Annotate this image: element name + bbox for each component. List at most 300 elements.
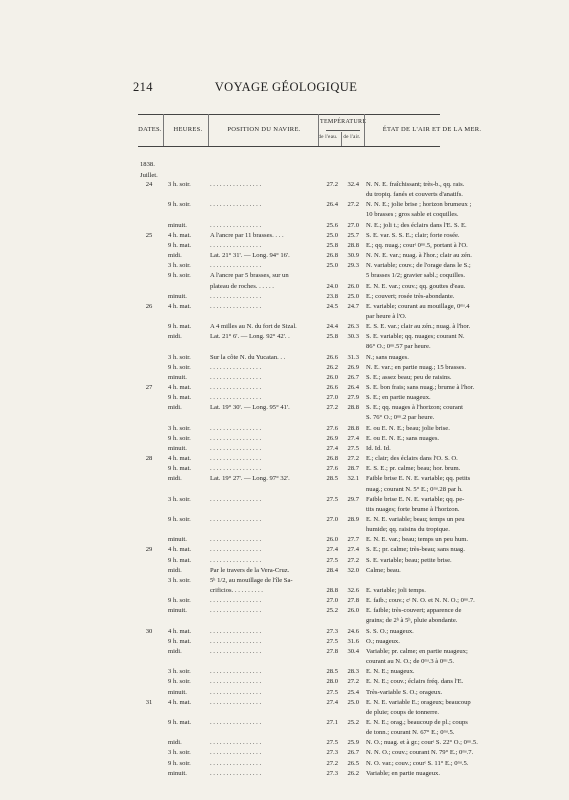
table-row: [138, 363, 466, 373]
row-temp-air: 28.8: [347, 424, 359, 432]
row-hour: 4 h. mat.: [168, 302, 192, 310]
row-state: E. faib.; couv.; cᵗ N. O. et N. N. O.; 0ᵐᶦ.7.: [366, 597, 475, 605]
row-state: de pluie; coups de tonnerre.: [366, 708, 440, 716]
row-state: S. E.; qq. nuages à l'horizon; courant: [366, 404, 463, 412]
row-position: . . . . . . . . . . . . . . . .: [210, 424, 262, 432]
table-row: [138, 373, 452, 383]
row-temp-air: 27.2: [347, 455, 359, 463]
row-hour: midi.: [168, 647, 182, 655]
row-temp-water: 27.4: [326, 546, 338, 554]
row-temp-water: 27.6: [326, 424, 338, 432]
row-position: Lat. 21° 6'. — Long. 92° 42'. .: [210, 333, 290, 341]
table-row: [138, 586, 444, 596]
row-hour: minuit.: [168, 607, 187, 615]
row-state: E. S. E. var.; clair au zén.; nuag. à l'hor.: [366, 323, 471, 331]
col-divider: [318, 114, 319, 146]
row-state: par heure à l'O.: [366, 312, 407, 320]
row-temp-air: 25.2: [347, 718, 359, 726]
table-row: [138, 769, 444, 779]
table-row: [138, 485, 463, 495]
row-temp-water: 27.1: [326, 718, 338, 726]
row-hour: 9 h. mat.: [168, 241, 192, 249]
table-row: [138, 677, 464, 687]
row-position: . . . . . . . . . . . . . . . .: [210, 759, 262, 767]
row-state: 5 brasses 1/2; gravier sabl.; coquilles.: [366, 272, 466, 280]
row-temp-air: 30.9: [347, 252, 359, 260]
table-row: [138, 495, 465, 505]
row-position: . . . . . . . . . . . . . . . .: [210, 302, 262, 310]
table-row: [138, 200, 472, 210]
row-temp-water: 28.5: [326, 668, 338, 676]
row-temp-air: 27.4: [347, 434, 359, 442]
table-row: [138, 424, 450, 434]
month-label: Juillet.: [140, 172, 158, 179]
row-temp-water: 27.3: [326, 627, 338, 635]
row-hour: 3 h. soir.: [168, 495, 191, 503]
row-position: . . . . . . . . . . . . . . . .: [210, 221, 262, 229]
row-temp-air: 26.3: [347, 323, 359, 331]
row-date: 25: [145, 231, 153, 239]
row-state: N.; sans nuages.: [366, 353, 409, 361]
row-temp-water: 26.8: [326, 252, 338, 260]
table-row: [138, 637, 444, 647]
row-date: 27: [145, 384, 153, 391]
row-temp-air: 25.0: [347, 698, 359, 706]
row-temp-air: 27.8: [347, 597, 359, 605]
row-temp-air: 27.2: [347, 556, 359, 564]
col-divider: [163, 114, 164, 146]
table-row: [138, 221, 467, 231]
row-hour: minuit.: [168, 292, 187, 300]
row-date: 31: [145, 698, 153, 706]
row-temp-air: 28.8: [347, 241, 359, 249]
row-position: . . . . . . . . . . . . . . . .: [210, 637, 262, 645]
table-row: [138, 698, 471, 708]
row-hour: midi.: [168, 252, 182, 260]
row-state: tits nuages; forte brume à l'horizon.: [366, 505, 460, 513]
row-temp-water: 26.6: [326, 353, 338, 361]
row-state: E. N. E.; couv.; éclairs fréq. dans l'E.: [366, 678, 464, 686]
table-row: [138, 667, 444, 677]
row-state: E. ou E. N. E.; sans nuages.: [366, 434, 440, 442]
row-position: . . . . . . . . . . . . . . . .: [210, 536, 262, 544]
row-temp-water: 27.4: [326, 444, 338, 452]
row-position: . . . . . . . . . . . . . . . .: [210, 241, 262, 249]
table-row: [138, 393, 444, 403]
row-position: . . . . . . . . . . . . . . . .: [210, 262, 262, 270]
col-divider: [364, 114, 365, 146]
row-hour: 9 h. soir.: [168, 515, 191, 523]
table-row: [138, 241, 468, 251]
row-temp-air: 24.7: [347, 302, 359, 310]
table-row: [138, 322, 471, 332]
row-temp-air: 27.7: [347, 536, 359, 544]
row-position: . . . . . . . . . . . . . . . .: [210, 292, 262, 300]
table-row: [138, 576, 444, 586]
row-state: N. O. var.; couv.; courᵗ S. 11° E.; 0ᵐᶦ.5.: [366, 759, 469, 767]
row-temp-air: 28.9: [347, 515, 359, 523]
running-header: [133, 80, 439, 94]
row-temp-air: 26.4: [347, 384, 359, 391]
row-hour: midi.: [168, 475, 182, 483]
row-temp-water: 27.6: [326, 465, 338, 473]
row-state: Calme; beau.: [366, 566, 401, 574]
row-temp-water: 27.5: [326, 637, 338, 645]
row-temp-water: 27.2: [326, 759, 338, 767]
row-state: N. N. E. fraîchissant; très-b., qq. rais.: [366, 181, 465, 188]
table-row: [138, 596, 475, 606]
row-hour: minuit.: [168, 221, 187, 229]
row-temp-air: 31.3: [347, 353, 359, 361]
row-temp-water: 23.8: [326, 292, 338, 300]
row-temp-water: 27.2: [326, 404, 338, 412]
row-hour: 4 h. mat.: [168, 231, 192, 239]
table-row: [138, 282, 466, 292]
row-temp-air: 26.9: [347, 363, 359, 371]
row-position: . . . . . . . . . . . . . . . .: [210, 465, 262, 473]
row-hour: minuit.: [168, 688, 187, 696]
row-hour: midi.: [168, 333, 182, 341]
row-position: . . . . . . . . . . . . . . . .: [210, 455, 262, 463]
header-eau: de l'eau.: [318, 135, 338, 140]
row-temp-air: 32.1: [347, 475, 359, 483]
row-hour: midi.: [168, 739, 182, 747]
row-hour: 3 h. soir.: [168, 353, 191, 361]
table-row: [138, 413, 444, 423]
row-temp-air: 32.4: [347, 181, 359, 188]
row-temp-air: 32.0: [347, 566, 359, 574]
table-row: [138, 383, 475, 393]
row-position: . . . . . . . . . . . . . . . .: [210, 495, 262, 503]
row-state: N. N. E. var.; nuag. à l'hor.; clair au zén.: [366, 252, 472, 260]
row-position: . . . . . . . . . . . . . . . .: [210, 515, 262, 523]
row-position: Lat. 21° 31'. — Long. 94° 16'.: [210, 252, 290, 260]
table-row: [138, 292, 455, 302]
row-state: S. S. O.; nuageux.: [366, 627, 414, 635]
row-temp-air: 26.0: [347, 282, 359, 290]
row-temp-water: 27.8: [326, 647, 338, 655]
row-temp-water: 25.0: [326, 231, 338, 239]
table-row: [138, 515, 465, 525]
row-temp-water: 27.4: [326, 698, 338, 706]
table-row: [138, 231, 460, 241]
header-temperature: TEMPÉRATURE: [320, 119, 367, 125]
row-position: . . . . . . . . . . . . . . . .: [210, 688, 262, 696]
row-temp-air: 26.0: [347, 607, 359, 615]
table-row: [138, 180, 465, 190]
table-row: [138, 342, 444, 352]
table-row: [138, 616, 458, 626]
row-temp-water: 26.6: [326, 384, 338, 391]
row-temp-water: 27.0: [326, 515, 338, 523]
table-row: [138, 708, 444, 718]
page-title: VOYAGE GÉOLOGIQUE: [214, 80, 358, 94]
year-label: 1838.: [140, 161, 155, 168]
row-state: E. N. E. var.; couv.; qq. gouttes d'eau.: [366, 282, 466, 290]
row-hour: 9 h. mat.: [168, 465, 192, 473]
row-temp-water: 24.0: [326, 282, 338, 290]
row-date: 30: [145, 627, 153, 635]
table-row: [138, 759, 469, 769]
row-state: S. 76° O.; 0ᵐᶦ.2 par heure.: [366, 414, 435, 422]
row-state: Variable; en partie nuageux.: [366, 769, 440, 777]
row-date: 26: [145, 302, 153, 310]
table-row: [138, 627, 444, 637]
row-temp-air: 25.0: [347, 292, 359, 300]
table-row: [138, 474, 471, 484]
table-row: [138, 748, 474, 758]
table-row: [138, 464, 461, 474]
row-hour: 4 h. mat.: [168, 546, 192, 554]
row-temp-air: 27.5: [347, 444, 359, 452]
header-heures: HEURES.: [173, 126, 203, 133]
row-hour: 9 h. soir.: [168, 597, 191, 605]
row-hour: minuit.: [168, 444, 187, 452]
table-row: [138, 210, 459, 220]
row-hour: 9 h. soir.: [168, 759, 191, 767]
row-hour: 9 h. mat.: [168, 394, 192, 402]
row-temp-air: 30.3: [347, 333, 359, 341]
row-temp-air: 24.6: [347, 627, 359, 635]
row-temp-air: 25.9: [347, 739, 359, 747]
row-temp-water: 28.4: [326, 566, 338, 574]
row-state: courant au N. O.; de 0ᵐᶦ.3 à 0ᵐᶦ.5.: [366, 658, 455, 666]
row-state: S. E.; en partie nuageux.: [366, 394, 431, 402]
row-temp-water: 28.0: [326, 678, 338, 686]
row-temp-water: 26.8: [326, 455, 338, 463]
row-position: A l'ancre par 5 brasses, sur un: [210, 272, 289, 280]
row-hour: minuit.: [168, 373, 187, 381]
row-position: . . . . . . . . . . . . . . . .: [210, 718, 262, 726]
row-state: E. variable; joli temps.: [366, 587, 426, 594]
table-row: [138, 251, 472, 261]
table-row: [138, 657, 455, 667]
row-hour: 9 h. mat.: [168, 556, 192, 564]
header-dates: DATES.: [138, 126, 162, 133]
row-temp-air: 25.7: [347, 231, 359, 239]
row-hour: 3 h. soir.: [168, 262, 191, 270]
table-row: [138, 718, 468, 728]
row-state: N. E. var.; en partie nuag.; 15 brasses.: [366, 363, 466, 371]
row-temp-air: 30.4: [347, 647, 359, 655]
table-row: [138, 505, 460, 515]
row-state: Très-variable S. O.; orageux.: [366, 688, 443, 696]
row-position: Lat. 19° 27'. — Long. 97° 32'.: [210, 475, 290, 483]
row-position: . . . . . . . . . . . . . . . .: [210, 546, 262, 554]
col-divider: [208, 114, 209, 146]
row-position: plateau de roches. . . . . .: [210, 282, 274, 290]
row-temp-air: 26.7: [347, 373, 359, 381]
table-row: [138, 606, 462, 616]
row-position: . . . . . . . . . . . . . . . .: [210, 201, 262, 209]
row-hour: 4 h. mat.: [168, 698, 192, 706]
row-temp-air: 26.7: [347, 749, 359, 757]
row-state: nuag.; courant N. 5° E.; 0ᵐᶦ.28 par h.: [366, 485, 463, 493]
row-temp-air: 28.8: [347, 404, 359, 412]
table-row: [138, 271, 466, 281]
col-divider: [341, 132, 342, 146]
table-row: [138, 556, 452, 566]
row-temp-water: 27.0: [326, 597, 338, 605]
table-row: [138, 434, 444, 444]
row-temp-water: 24.4: [326, 323, 338, 331]
row-temp-air: 27.9: [347, 394, 359, 402]
row-state: N. N. E.; jolie brise ; horizon brumeux ;: [366, 201, 472, 209]
row-temp-water: 28.5: [326, 475, 338, 483]
row-temp-water: 25.8: [326, 241, 338, 249]
row-temp-water: 26.0: [326, 373, 338, 381]
row-state: Faible brise E. N. E. variable; qq. pe-: [366, 495, 465, 503]
row-temp-water: 25.6: [326, 221, 338, 229]
row-hour: 3 h. soir.: [168, 749, 191, 757]
row-hour: 3 h. soir.: [168, 181, 191, 188]
row-hour: 9 h. soir.: [168, 272, 191, 280]
row-hour: midi.: [168, 566, 182, 574]
row-temp-air: 27.0: [347, 221, 359, 229]
row-position: . . . . . . . . . . . . . . . .: [210, 373, 262, 381]
row-position: . . . . . . . . . . . . . . . .: [210, 678, 262, 686]
row-position: Sur la côte N. du Yucatan. . .: [210, 353, 286, 361]
row-position: . . . . . . . . . . . . . . . .: [210, 363, 262, 371]
table-row: [138, 403, 463, 413]
row-state: Id. Id. Id.: [366, 444, 391, 452]
row-state: N. variable; couv.; de l'orage dans le S.;: [366, 262, 471, 270]
row-state: humide; qq. raisins du tropique.: [366, 526, 450, 534]
table-row: [138, 454, 458, 464]
row-state: S. E. variable; beau; petite brise.: [366, 556, 452, 564]
row-state: N. E.; joli t.; des éclairs dans l'E. S. E.: [366, 221, 467, 229]
row-state: N. O.; nuag. et à gr.; courᵗ S. 22° O.; 0ᵐᶦ.5.: [366, 739, 478, 747]
table-row: [138, 545, 465, 555]
page-number: 214: [133, 80, 153, 94]
temperature-brace: [326, 130, 360, 131]
row-position: . . . . . . . . . . . . . . . .: [210, 739, 262, 747]
row-temp-water: 28.8: [326, 587, 338, 594]
row-state: Faible brise E. N. E. variable; qq. petits: [366, 475, 471, 483]
row-state: E. variable; courant au mouillage, 0ᵐᶦ.4: [366, 302, 470, 310]
row-hour: 3 h. soir.: [168, 576, 191, 584]
row-temp-air: 26.5: [347, 759, 359, 767]
row-hour: 9 h. mat.: [168, 323, 192, 331]
row-hour: 9 h. mat.: [168, 637, 192, 645]
row-hour: 9 h. soir.: [168, 363, 191, 371]
row-state: E. faible; très-couvert; apparence de: [366, 607, 462, 615]
row-temp-water: 27.2: [326, 181, 338, 188]
table-header-rule: [138, 146, 440, 147]
table-top-rule: [138, 114, 440, 115]
table-row: [138, 302, 470, 312]
row-hour: 9 h. mat.: [168, 718, 192, 726]
row-hour: 3 h. soir.: [168, 424, 191, 432]
row-temp-air: 27.4: [347, 546, 359, 554]
row-state: du tropiq. fanés et couverts d'anatifs.: [366, 191, 463, 199]
row-hour: minuit.: [168, 536, 187, 544]
row-state: S. E. bon frais; sans nuag.; brume à l'hor.: [366, 384, 475, 391]
row-state: 86° O.; 0ᵐᶦ.57 par heure.: [366, 343, 431, 351]
row-state: E. N. E. var.; beau; temps un peu hum.: [366, 536, 468, 544]
header-etat: ÉTAT DE L'AIR ET DE LA MER.: [382, 126, 482, 133]
row-position: . . . . . . . . . . . . . . . .: [210, 668, 262, 676]
row-position: . . . . . . . . . . . . . . . .: [210, 607, 262, 615]
row-state: S. E. var. S. S. E.; clair; forte rosée.: [366, 231, 460, 239]
row-temp-air: 29.7: [347, 495, 359, 503]
row-position: . . . . . . . . . . . . . . . .: [210, 394, 262, 402]
row-date: 24: [145, 181, 153, 188]
row-position: A 4 milles au N. du fort de Sizal.: [210, 323, 297, 331]
row-temp-air: 26.2: [347, 769, 359, 777]
row-state: E. N. E.; nuageux.: [366, 668, 415, 676]
row-state: E. N. E.; orag.; beaucoup de pl.; coups: [366, 718, 468, 726]
row-state: E. S. E.; pr. calme; beau; hor. brum.: [366, 465, 461, 473]
row-state: E.; clair; des éclairs dans l'O. S. O.: [366, 455, 458, 463]
row-position: . . . . . . . . . . . . . . . .: [210, 647, 262, 655]
row-temp-air: 27.2: [347, 201, 359, 209]
row-hour: 9 h. soir.: [168, 434, 191, 442]
row-position: . . . . . . . . . . . . . . . .: [210, 434, 262, 442]
row-temp-air: 31.6: [347, 637, 359, 645]
table-row: [138, 353, 444, 363]
row-temp-water: 27.5: [326, 688, 338, 696]
row-temp-water: 26.0: [326, 536, 338, 544]
row-position: 5ʰ 1/2, au mouillage de l'île Sa-: [210, 576, 293, 584]
row-hour: 3 h. soir.: [168, 668, 191, 676]
row-temp-water: 25.0: [326, 262, 338, 270]
row-state: grains; de 2ʰ à 5ʰ, pluie abondante.: [366, 617, 458, 625]
table-row: [138, 738, 478, 748]
row-state: O.; nuageux.: [366, 637, 400, 645]
row-temp-water: 27.0: [326, 394, 338, 402]
row-state: S. E.; pr. calme; très-beau; sans nuag.: [366, 546, 465, 554]
row-temp-water: 24.5: [326, 302, 338, 310]
row-temp-air: 27.2: [347, 678, 359, 686]
table-row: [138, 647, 468, 657]
table-row: [138, 261, 471, 271]
row-position: . . . . . . . . . . . . . . . .: [210, 749, 262, 757]
row-state: N. N. O.; couv.; courant N. 79° E.; 0ᵐᶦ.7.: [366, 749, 474, 757]
row-date: 29: [145, 546, 153, 554]
row-date: 28: [145, 455, 153, 463]
row-temp-water: 26.2: [326, 363, 338, 371]
row-temp-water: 27.5: [326, 739, 338, 747]
row-temp-air: 28.3: [347, 668, 359, 676]
table-row: [138, 566, 444, 576]
row-state: E.; couvert; rosée très-abondante.: [366, 292, 455, 300]
table-row: [138, 535, 468, 545]
row-temp-air: 32.6: [347, 587, 359, 594]
row-position: . . . . . . . . . . . . . . . .: [210, 698, 262, 706]
row-hour: 9 h. soir.: [168, 201, 191, 209]
row-state: de tonn.; courant N. 67° E.; 0ᵐᶦ.5.: [366, 729, 455, 737]
row-hour: 4 h. mat.: [168, 627, 192, 635]
row-state: S. E.; assez beau; peu de raisins.: [366, 373, 452, 381]
row-position: . . . . . . . . . . . . . . . .: [210, 627, 262, 635]
row-temp-water: 26.9: [326, 434, 338, 442]
row-temp-water: 25.8: [326, 333, 338, 341]
row-hour: 4 h. mat.: [168, 384, 192, 391]
header-position: POSITION DU NAVIRE.: [227, 126, 301, 133]
row-position: . . . . . . . . . . . . . . . .: [210, 181, 262, 188]
row-position: . . . . . . . . . . . . . . . .: [210, 444, 262, 452]
row-state: E.; qq. nuag.; courᵗ 0ᵐᶦ.5, portant à l'O.: [366, 241, 468, 249]
table-row: [138, 332, 465, 342]
row-hour: 4 h. mat.: [168, 455, 192, 463]
row-position: . . . . . . . . . . . . . . . .: [210, 597, 262, 605]
row-state: S. E. variable; qq. nuages; courant N.: [366, 333, 465, 341]
row-state: Variable; pr. calme; en partie nuageux;: [366, 647, 468, 655]
row-state: 10 brasses ; gros sable et coquilles.: [366, 211, 459, 219]
table-row: [138, 688, 444, 698]
row-temp-water: 25.2: [326, 607, 338, 615]
